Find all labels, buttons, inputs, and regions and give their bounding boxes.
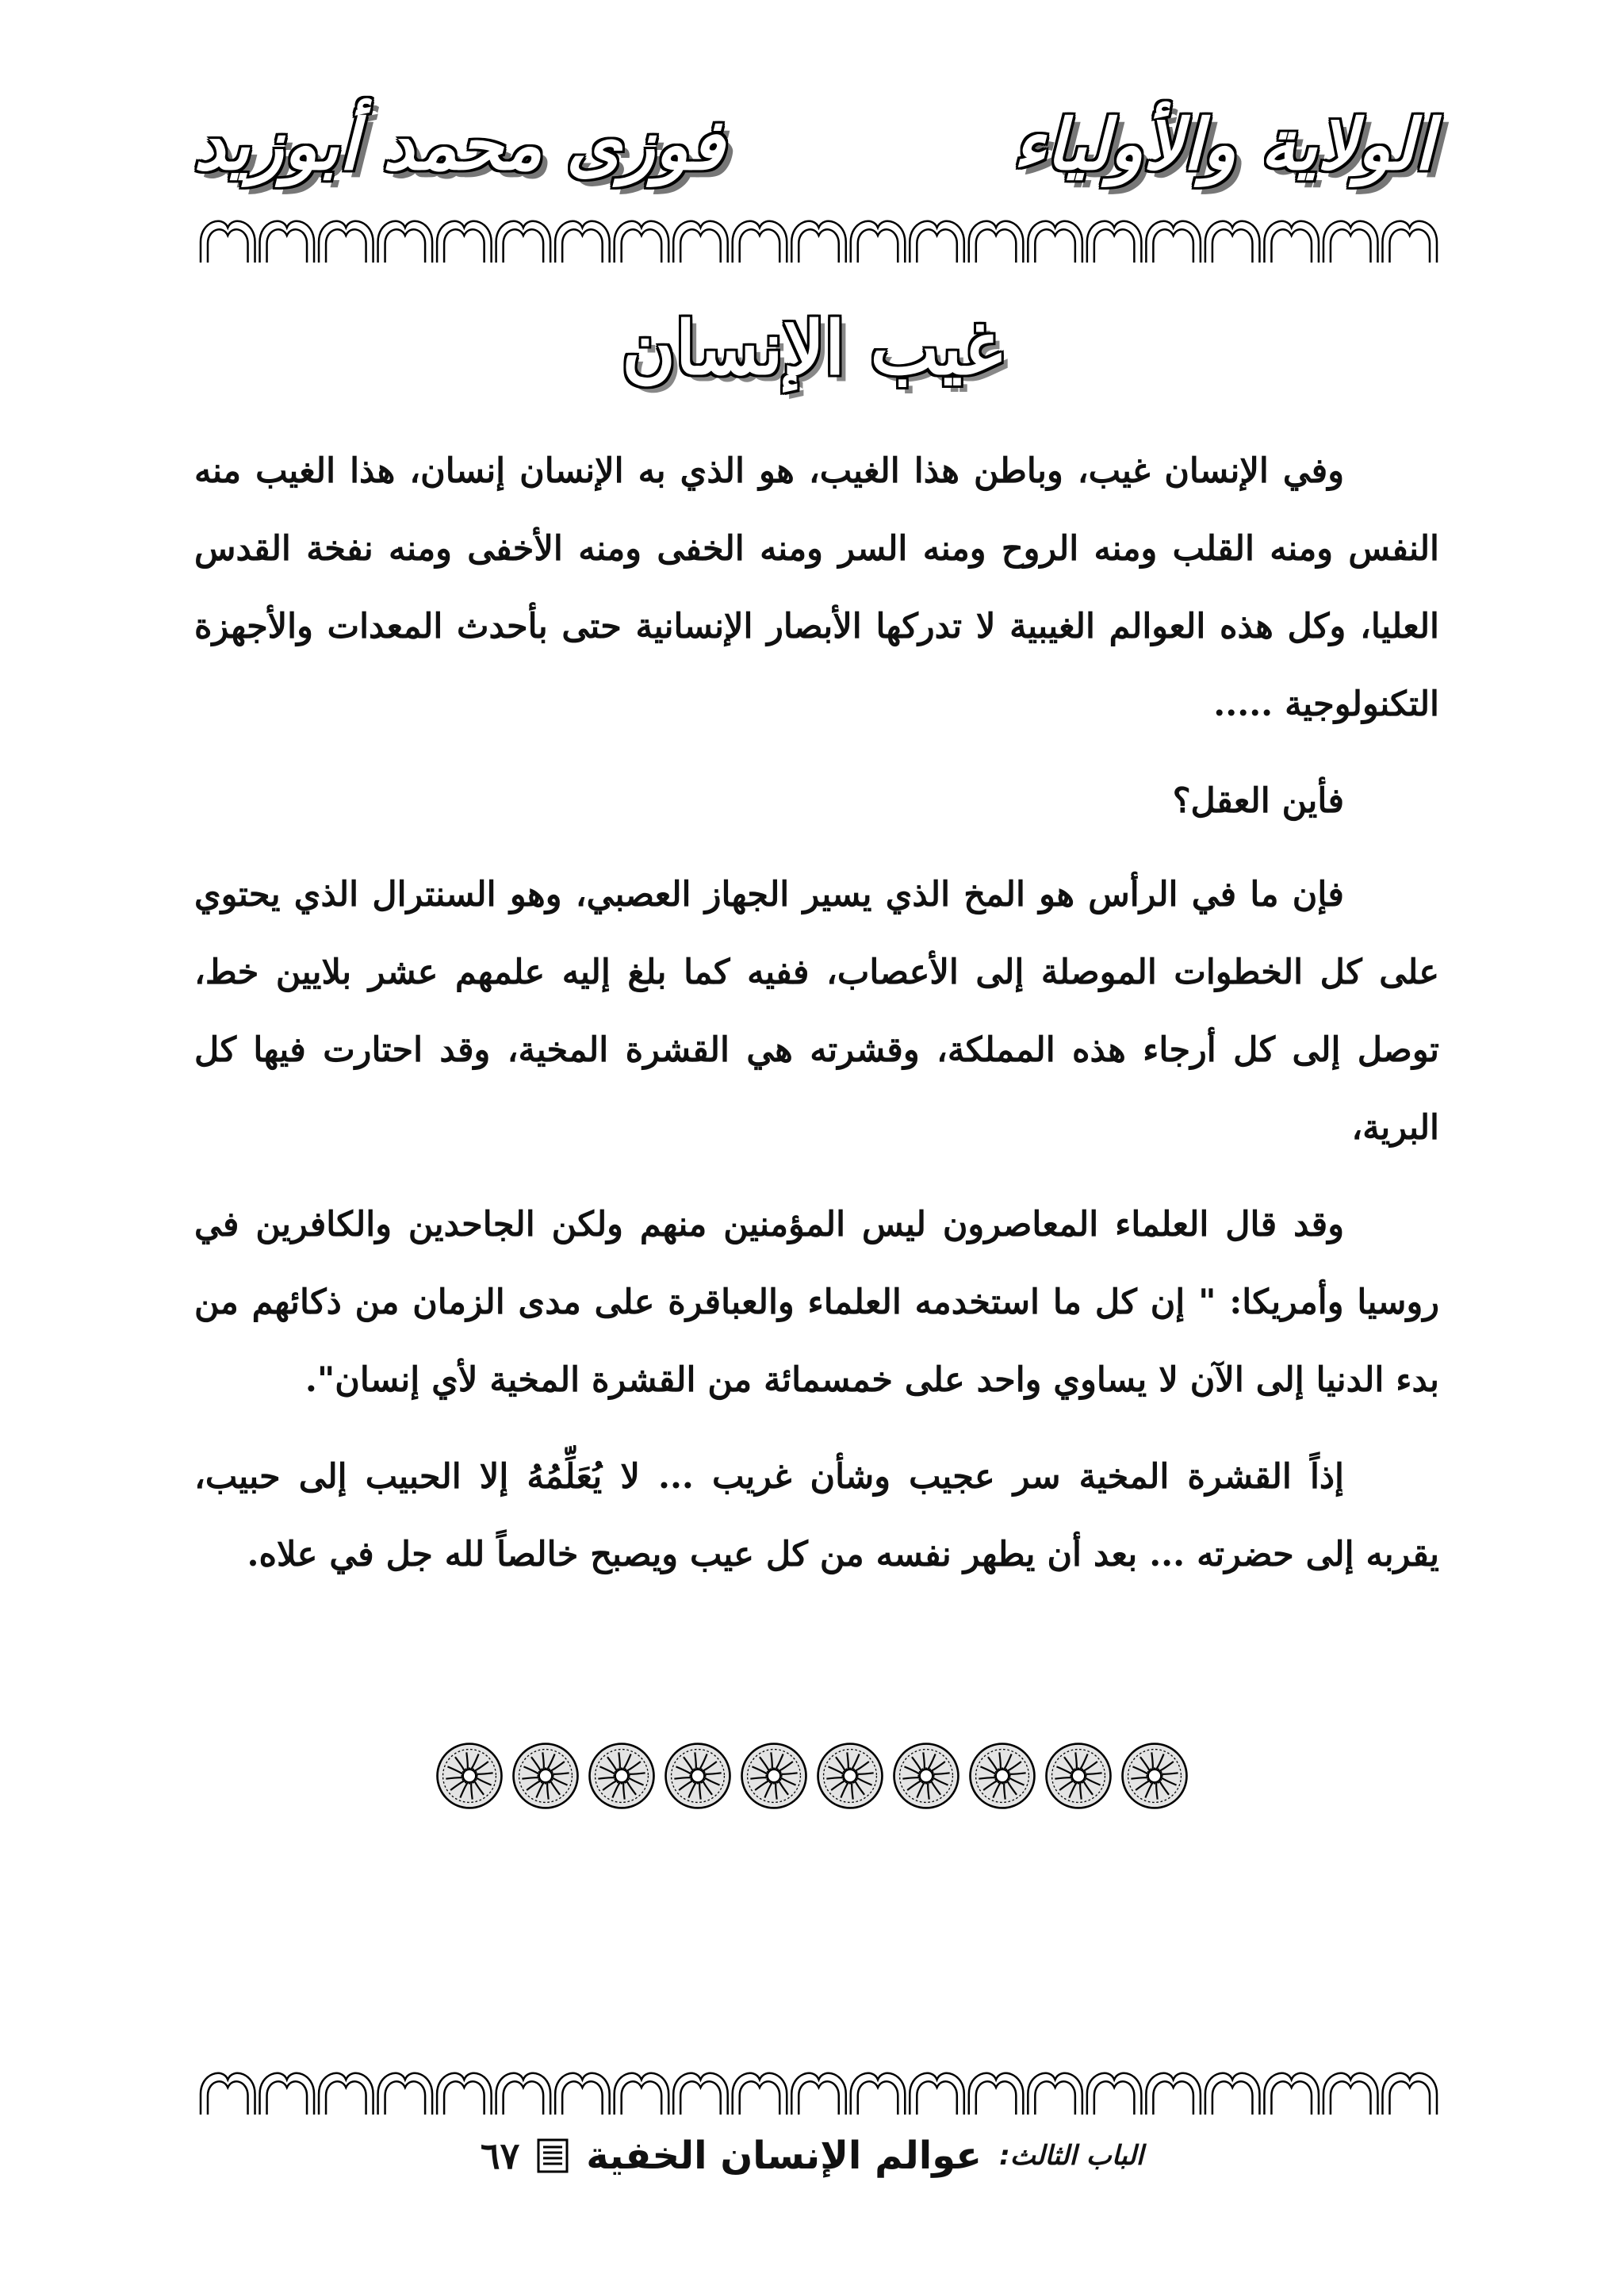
calligraphy-medallion-icon bbox=[739, 1741, 809, 1811]
paragraph: إذاً القشرة المخية سر عجيب وشأن غريب ... لا يُعَلِّمُهُ إلا الحبيب إلى حبيب، يقربه إلى حضرته ... بعد أن يطهر نفسه من كل عيب ويصبح خالصاً لله جل في علاه. bbox=[194, 1457, 1439, 1574]
calligraphy-medallion-icon bbox=[663, 1741, 733, 1811]
calligraphy-medallion-icon bbox=[435, 1741, 504, 1811]
paragraph: وقد قال العلماء المعاصرون ليس المؤمنين منهم ولكن الجاحدين والكافرين في روسيا وأمريكا: " إن كل ما استخدمه العلماء والعباقرة على مدى الزمان من ذكائهم من بدء الدنيا إلى الآن لا يساوي واحد على خمسمائة من القشرة المخية لأي إنسان". bbox=[194, 1205, 1439, 1400]
ornament-divider bbox=[0, 1741, 1624, 1811]
page-footer bbox=[0, 2134, 1624, 2178]
paragraph: فإن ما في الرأس هو المخ الذي يسير الجهاز العصبي، وهو السنترال الذي يحتوي على كل الخطوات الموصلة إلى الأعصاب، ففيه كما بلغ إليه علمهم عشر بلايين خط، توصل إلى كل أرجاء هذه المملكة، وقشرته هي القشرة المخية، وقد احتارت فيها كل البرية، bbox=[194, 875, 1439, 1148]
body-text bbox=[194, 432, 1439, 1612]
paragraph: وفي الإنسان غيب، وباطن هذا الغيب، هو الذي به الإنسان إنسان، هذا الغيب منه النفس ومنه القلب ومنه الروح ومنه السر ومنه الخفى ومنه الأخفى ومنه نفخة القدس العليا، وكل هذه العوالم الغيبية لا تدركها الأبصار الإنسانية حتى بأحدث المعدات والأجهزة التكنولوجية ..... bbox=[194, 451, 1439, 724]
calligraphy-medallion-icon bbox=[587, 1741, 657, 1811]
arch-border-top bbox=[198, 210, 1439, 266]
calligraphy-medallion-icon bbox=[1120, 1741, 1189, 1811]
page-title: غيب الإنسان bbox=[622, 305, 1002, 391]
chapter-label: الباب الثالث: bbox=[999, 2140, 1144, 2172]
calligraphy-medallion-icon bbox=[967, 1741, 1037, 1811]
book-icon bbox=[537, 2138, 569, 2173]
calligraphy-medallion-icon bbox=[891, 1741, 961, 1811]
paragraph: فأين العقل؟ bbox=[1172, 781, 1344, 821]
arch-border-bottom bbox=[198, 2062, 1439, 2118]
chapter-section-title: عوالم الإنسان الخفية bbox=[586, 2134, 982, 2178]
calligraphy-medallion-icon bbox=[511, 1741, 580, 1811]
calligraphy-medallion-icon bbox=[1044, 1741, 1113, 1811]
page-number: ٦٧ bbox=[480, 2134, 520, 2177]
book-title: الولاية والأولياء bbox=[1013, 103, 1434, 186]
calligraphy-medallion-icon bbox=[815, 1741, 885, 1811]
author-name: فوزى محمد أبوزيد bbox=[193, 103, 724, 186]
